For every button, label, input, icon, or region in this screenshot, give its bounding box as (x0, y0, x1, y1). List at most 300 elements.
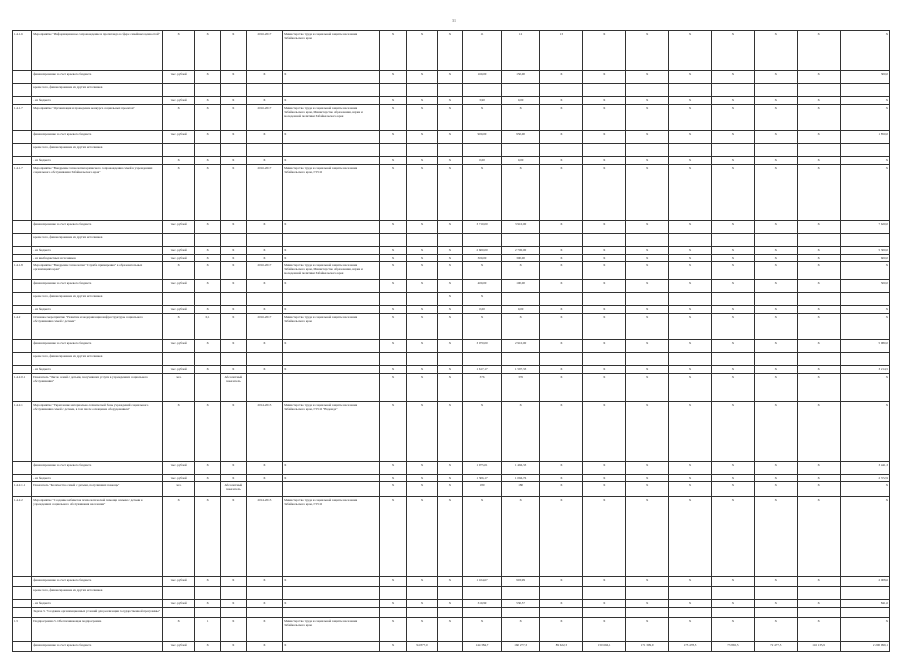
table-cell: X (626, 462, 669, 475)
table-cell: X (220, 105, 246, 131)
table-cell (711, 293, 754, 306)
table-cell: X (797, 402, 840, 462)
program-table (12, 30, 890, 652)
table-cell: X (437, 280, 463, 293)
table-cell (501, 144, 540, 157)
table-cell: X (437, 374, 463, 402)
table-cell: X (195, 462, 221, 475)
table-cell (797, 84, 840, 97)
table-cell: X (283, 255, 379, 262)
table-cell: X (797, 314, 840, 340)
table-cell (754, 353, 797, 366)
table-cell: X (626, 475, 669, 482)
table-cell: 171 309,9 (626, 642, 669, 652)
table-cell: X (540, 314, 583, 340)
table-cell (379, 84, 407, 97)
table-cell: X (195, 577, 221, 587)
table-cell: 89 622,3 (540, 642, 583, 652)
row-label-cell: финансирование за счет краевого бюджета (32, 577, 163, 587)
table-cell: X (711, 105, 754, 131)
table-cell: X (195, 340, 221, 353)
table-cell: X (540, 280, 583, 293)
table-cell: X (407, 482, 437, 497)
table-row (13, 221, 890, 234)
table-cell: X (797, 482, 840, 497)
row-label-cell: Мероприятие "Внедрение технологии кризисного сопровождения семей в учреждениях социального обслуживания Забайкальского края" (32, 165, 163, 221)
table-cell: X (246, 221, 282, 234)
table-cell: X (669, 255, 712, 262)
table-cell: 150,00 (501, 71, 540, 84)
table-cell (797, 608, 840, 618)
table-cell: X (626, 600, 669, 608)
table-cell: 3 070,00 (463, 340, 502, 353)
table-cell: 1.4.1.7 (13, 105, 32, 131)
table-cell: 1 617,17 (463, 366, 502, 374)
table-cell: X (540, 221, 583, 234)
table-cell: 1 597,33 (501, 366, 540, 374)
table-cell: X (220, 247, 246, 255)
table-row (13, 374, 890, 402)
table-cell: X (407, 280, 437, 293)
table-cell: X (195, 165, 221, 221)
table-cell: тыс. рублей (163, 577, 195, 587)
table-cell: X (220, 31, 246, 71)
table-cell: X (195, 255, 221, 262)
table-cell: чел. (163, 374, 195, 402)
table-row (13, 71, 890, 84)
table-cell: X (463, 314, 502, 340)
table-cell: X (195, 157, 221, 165)
table-cell (220, 353, 246, 366)
table-cell: X (669, 97, 712, 105)
table-cell: X (583, 247, 626, 255)
table-cell (195, 144, 221, 157)
table-cell (669, 84, 712, 97)
table-cell: X (711, 402, 754, 462)
row-label-cell: - из бюджета (32, 366, 163, 374)
table-cell (463, 353, 502, 366)
table-cell: X (583, 577, 626, 587)
table-cell: X (437, 475, 463, 482)
table-cell: X (246, 131, 282, 144)
table-cell: X (407, 306, 437, 314)
table-cell: X (583, 306, 626, 314)
table-cell: X (437, 497, 463, 577)
table-cell: X (437, 71, 463, 84)
table-cell: Министерство труда и социальной защиты населения Забайкальского края (283, 31, 379, 71)
table-cell: X (711, 600, 754, 608)
table-cell: X (626, 482, 669, 497)
table-cell: 1 104,67 (463, 577, 502, 587)
table-cell (540, 84, 583, 97)
table-cell (407, 84, 437, 97)
table-row (13, 340, 890, 353)
table-cell: X (797, 618, 840, 642)
table-cell: X (540, 462, 583, 475)
table-cell: X (583, 462, 626, 475)
table-cell: X (626, 247, 669, 255)
row-label-cell: финансирование за счет краевого бюджета (32, 462, 163, 475)
table-cell: X (407, 165, 437, 221)
table-cell: тыс. рублей (163, 71, 195, 84)
table-cell: X (797, 105, 840, 131)
table-row (13, 618, 890, 642)
table-cell (583, 608, 626, 618)
table-cell: X (163, 31, 195, 71)
table-cell (283, 482, 379, 497)
table-cell (583, 587, 626, 600)
table-cell: X (195, 31, 221, 71)
table-row (13, 157, 890, 165)
table-cell: X (246, 247, 282, 255)
table-row (13, 577, 890, 587)
table-cell (407, 144, 437, 157)
table-cell (13, 157, 32, 165)
table-cell (540, 234, 583, 247)
table-cell: X (797, 262, 840, 280)
table-cell (13, 293, 32, 306)
table-cell: X (379, 31, 407, 71)
table-cell: X (379, 497, 407, 577)
table-cell: тыс. рублей (163, 475, 195, 482)
table-cell: X (711, 280, 754, 293)
table-cell: X (797, 280, 840, 293)
table-cell: X (379, 97, 407, 105)
table-cell: X (754, 131, 797, 144)
table-cell: 310,99 (463, 600, 502, 608)
table-cell: X (669, 366, 712, 374)
table-cell: X (283, 280, 379, 293)
table-cell: X (540, 366, 583, 374)
table-cell: 5 300,0 (840, 247, 889, 255)
table-cell: X (463, 618, 502, 642)
table-cell: X (246, 255, 282, 262)
table-cell: X (797, 255, 840, 262)
table-cell: X (463, 105, 502, 131)
table-cell: 3 214,5 (840, 366, 889, 374)
table-cell: X (797, 600, 840, 608)
table-cell: 150 666,1 (583, 642, 626, 652)
table-cell (501, 234, 540, 247)
table-cell (583, 293, 626, 306)
table-cell: X (407, 618, 437, 642)
table-cell: X (379, 105, 407, 131)
table-cell: X (407, 262, 437, 280)
table-cell: X (195, 642, 221, 652)
table-row (13, 234, 890, 247)
table-cell: 0,00 (463, 306, 502, 314)
table-cell (220, 293, 246, 306)
table-cell: 0,00 (463, 157, 502, 165)
table-cell: X (797, 97, 840, 105)
table-cell (407, 608, 437, 618)
table-cell (220, 587, 246, 600)
table-cell: X (626, 71, 669, 84)
table-cell (407, 353, 437, 366)
table-cell: X (669, 221, 712, 234)
table-cell: X (669, 462, 712, 475)
table-cell: X (283, 475, 379, 482)
table-cell: X (501, 497, 540, 577)
table-cell: тыс. рублей (163, 131, 195, 144)
table-cell: X (711, 366, 754, 374)
table-cell: X (797, 131, 840, 144)
table-cell: X (220, 255, 246, 262)
table-cell: X (754, 105, 797, 131)
table-cell: X (540, 71, 583, 84)
table-row (13, 402, 890, 462)
table-cell: X (407, 105, 437, 131)
table-cell: X (711, 340, 754, 353)
table-cell: X (540, 475, 583, 482)
table-cell: X (437, 105, 463, 131)
table-cell (501, 608, 540, 618)
table-cell: X (220, 475, 246, 482)
row-label-cell: финансирование за счет краевого бюджета (32, 280, 163, 293)
table-cell (669, 608, 712, 618)
table-cell (626, 293, 669, 306)
table-cell (626, 234, 669, 247)
table-cell: X (540, 340, 583, 353)
table-cell: X (669, 31, 712, 71)
table-cell: X (626, 340, 669, 353)
table-cell (13, 84, 32, 97)
table-cell: 1 466,33 (501, 462, 540, 475)
table-cell: X (501, 402, 540, 462)
table-cell (754, 144, 797, 157)
table-cell: X (797, 366, 840, 374)
table-cell: X (797, 31, 840, 71)
table-cell: X (583, 618, 626, 642)
table-cell (797, 234, 840, 247)
table-cell: X (437, 131, 463, 144)
table-cell: X (540, 262, 583, 280)
table-cell: X (711, 131, 754, 144)
table-cell: X (246, 475, 282, 482)
table-cell: 0,00 (501, 157, 540, 165)
table-row (13, 497, 890, 577)
table-cell: X (540, 105, 583, 131)
table-cell: тыс. рублей (163, 97, 195, 105)
table-cell: X (407, 221, 437, 234)
table-cell: X (379, 366, 407, 374)
table-cell: Министерство труда и социальной защиты населения Забайкальского края (283, 618, 379, 642)
table-cell: X (669, 247, 712, 255)
table-cell: X (540, 157, 583, 165)
table-cell: X (407, 340, 437, 353)
table-cell: X (754, 165, 797, 221)
table-cell (246, 144, 282, 157)
row-label-cell: финансирование за счет краевого бюджета (32, 340, 163, 353)
table-cell (13, 255, 32, 262)
table-cell: X (583, 600, 626, 608)
table-cell: X (583, 31, 626, 71)
table-row (13, 353, 890, 366)
table-cell (13, 247, 32, 255)
table-cell: X (246, 600, 282, 608)
table-cell: X (407, 497, 437, 577)
table-cell (797, 144, 840, 157)
table-cell (163, 608, 195, 618)
table-cell: X (669, 105, 712, 131)
table-cell: X (163, 314, 195, 340)
table-row (13, 105, 890, 131)
table-cell: X (283, 462, 379, 475)
table-cell: X (711, 157, 754, 165)
table-cell: X (711, 97, 754, 105)
table-cell: X (437, 31, 463, 71)
table-cell (463, 84, 502, 97)
table-cell: X (163, 165, 195, 221)
table-cell (754, 608, 797, 618)
table-cell: X (754, 97, 797, 105)
table-cell: X (246, 280, 282, 293)
table-cell: X (379, 577, 407, 587)
table-cell: X (583, 280, 626, 293)
table-cell: X (437, 262, 463, 280)
table-cell: Министерство труда и социальной защиты населения Забайкальского края, ГУСО "Надежда" (283, 402, 379, 462)
row-label-cell: - из внебюджетных источников (32, 255, 163, 262)
table-cell: X (711, 462, 754, 475)
table-cell: X (283, 306, 379, 314)
table-cell: X (797, 221, 840, 234)
row-label-cell: кроме того, финансирование из других источников (32, 353, 163, 366)
table-cell: X (754, 366, 797, 374)
table-cell: X (220, 577, 246, 587)
table-cell: X (754, 462, 797, 475)
table-cell: X (437, 293, 463, 306)
table-cell: X (379, 402, 407, 462)
table-row (13, 247, 890, 255)
table-cell (711, 144, 754, 157)
table-cell: X (379, 462, 407, 475)
table-cell: X (283, 642, 379, 652)
table-cell: X (797, 577, 840, 587)
table-cell: X (407, 71, 437, 84)
table-cell: 2016-2017 (246, 165, 282, 221)
table-cell (626, 353, 669, 366)
table-cell (463, 587, 502, 600)
table-cell: X (437, 462, 463, 475)
table-cell: X (840, 157, 889, 165)
table-cell (246, 482, 282, 497)
table-cell: X (501, 618, 540, 642)
row-label-cell: - из бюджета (32, 97, 163, 105)
table-cell (626, 608, 669, 618)
table-cell: X (246, 642, 282, 652)
table-cell: X (840, 31, 889, 71)
table-cell: X (163, 105, 195, 131)
table-row (13, 84, 890, 97)
table-cell: X (246, 340, 282, 353)
table-cell: X (220, 280, 246, 293)
table-cell: X (283, 221, 379, 234)
table-cell: X (669, 402, 712, 462)
table-cell: X (195, 221, 221, 234)
table-cell (437, 144, 463, 157)
table-cell: 2016-2017 (246, 262, 282, 280)
table-cell (754, 84, 797, 97)
row-label-cell: Подпрограмма 5. Обеспечивающая подпрограмма (32, 618, 163, 642)
table-cell: X (220, 262, 246, 280)
table-cell (283, 587, 379, 600)
table-cell: 100,00 (501, 280, 540, 293)
table-cell: X (626, 497, 669, 577)
table-cell: X (220, 97, 246, 105)
table-cell: X (669, 497, 712, 577)
table-cell: X (246, 306, 282, 314)
table-cell: X (754, 340, 797, 353)
table-cell: X (437, 221, 463, 234)
table-cell: X (501, 165, 540, 221)
table-cell: Министерство труда и социальной защиты населения Забайкальского края (283, 314, 379, 340)
table-cell: X (407, 366, 437, 374)
table-cell (407, 293, 437, 306)
table-cell: X (540, 374, 583, 402)
table-cell: X (437, 600, 463, 608)
table-cell: X (626, 314, 669, 340)
table-cell: X (754, 255, 797, 262)
table-cell (501, 353, 540, 366)
table-cell: X (797, 157, 840, 165)
table-cell: X (840, 497, 889, 577)
table-cell (195, 587, 221, 600)
table-cell: X (220, 157, 246, 165)
table-cell: 841,6 (840, 600, 889, 608)
table-cell: X (540, 482, 583, 497)
row-label-cell: Задача 3. "Создание организационных условий для реализации государственной программы" (32, 608, 163, 618)
table-cell: тыс. рублей (163, 340, 195, 353)
table-cell: 3 441,3 (840, 462, 889, 475)
table-cell: X (283, 247, 379, 255)
table-row (13, 366, 890, 374)
table-cell: X (407, 247, 437, 255)
table-cell: X (540, 255, 583, 262)
table-cell (13, 366, 32, 374)
table-cell: X (669, 71, 712, 84)
table-cell: X (463, 293, 502, 306)
table-cell: X (540, 97, 583, 105)
table-cell: X (754, 475, 797, 482)
table-cell: X (626, 105, 669, 131)
table-cell: X (220, 618, 246, 642)
row-label-cell: Мероприятие "Внедрение технологии "Служба примирения" в образовательных организациях края" (32, 262, 163, 280)
table-cell: X (711, 577, 754, 587)
table-cell: X (711, 618, 754, 642)
table-cell (220, 84, 246, 97)
row-label-cell: Мероприятие "Создание кабинетов психологической помощи семьям с детьми в учреждениях социального обслуживания населения" (32, 497, 163, 577)
table-cell: 1 850,0 (840, 131, 889, 144)
table-cell (437, 587, 463, 600)
table-cell: 1 306,17 (463, 475, 502, 482)
table-cell: X (195, 71, 221, 84)
table-cell: 600,0 (840, 255, 889, 262)
table-cell: X (407, 475, 437, 482)
table-cell: X (163, 262, 195, 280)
row-label-cell: финансирование за счет краевого бюджета (32, 642, 163, 652)
table-cell: тыс. рублей (163, 366, 195, 374)
table-cell: X (669, 314, 712, 340)
table-cell: X (583, 374, 626, 402)
table-cell: X (711, 71, 754, 84)
table-cell: X (407, 255, 437, 262)
table-cell: X (195, 247, 221, 255)
table-cell: X (840, 306, 889, 314)
table-cell: X (283, 97, 379, 105)
table-cell: X (283, 131, 379, 144)
table-cell: 2016-2017 (246, 31, 282, 71)
table-cell: X (246, 157, 282, 165)
